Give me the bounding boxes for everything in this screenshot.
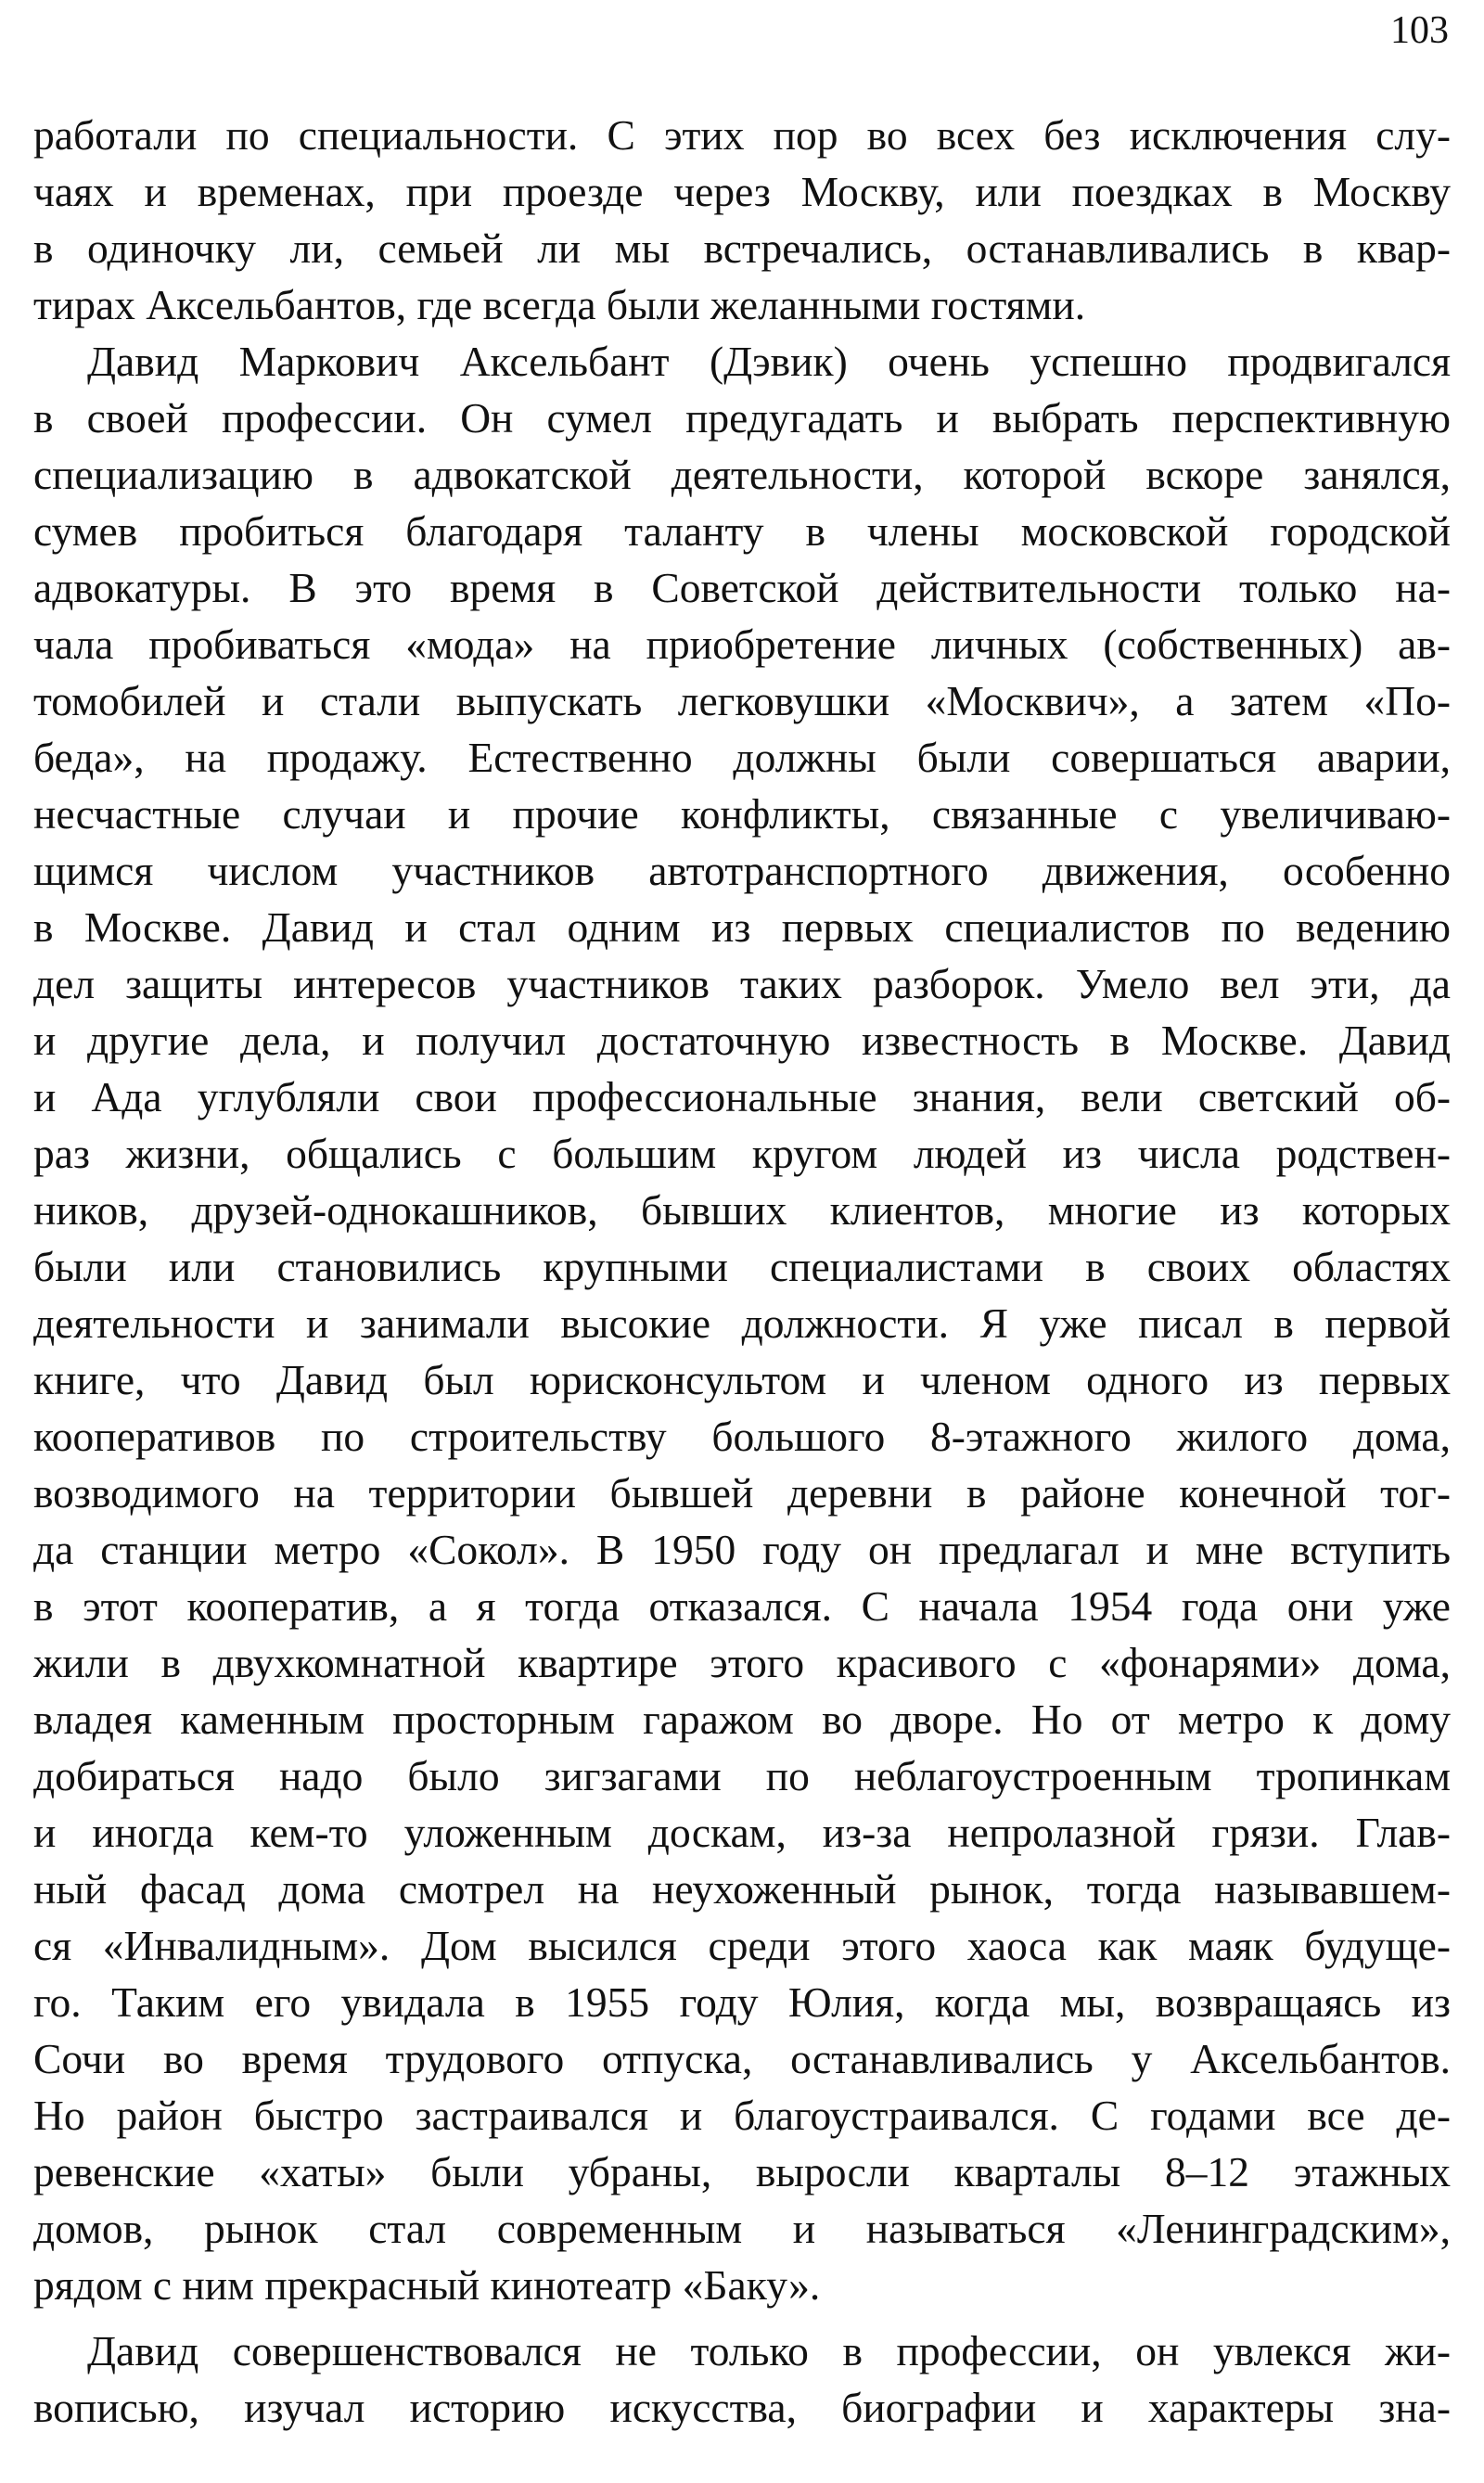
text-line: вописью, изучал историю искусства, биографии и характеры зна- — [33, 2384, 1451, 2431]
text-line: владея каменным просторным гаражом во дворе. Но от метро к дому — [33, 1696, 1451, 1743]
text-line: в этот кооператив, а я тогда отказался. С начала 1954 года они уже — [33, 1582, 1451, 1630]
paragraph — [33, 107, 1451, 333]
text-line: щимся числом участников автотранспортного движения, особенно — [33, 847, 1451, 894]
page-number: 103 — [1390, 9, 1449, 52]
paragraph — [33, 333, 1451, 2313]
body-text — [33, 107, 1451, 2436]
text-line: в одиночку ли, семьей ли мы встречались, останавливались в квар- — [33, 224, 1451, 272]
text-line: деятельности и занимали высокие должности. Я уже писал в первой — [33, 1299, 1451, 1347]
text-line: добираться надо было зигзагами по неблагоустроенным тропинкам — [33, 1752, 1451, 1799]
text-line: дел защиты интересов участников таких разборок. Умело вел эти, да — [33, 960, 1451, 1007]
text-line: возводимого на территории бывшей деревни в районе конечной тог- — [33, 1469, 1451, 1517]
text-line: Давид Маркович Аксельбант (Дэвик) очень успешно продвигался — [87, 338, 1451, 385]
text-line: раз жизни, общались с большим кругом людей из числа родствен- — [33, 1130, 1451, 1177]
text-line: были или становились крупными специалистами в своих областях — [33, 1243, 1451, 1290]
text-line: чаях и временах, при проезде через Москву, или поездках в Москву — [33, 168, 1451, 215]
text-line: да станции метро «Сокол». В 1950 году он предлагал и мне вступить — [33, 1526, 1451, 1573]
text-line: го. Таким его увидала в 1955 году Юлия, когда мы, возвращаясь из — [33, 1978, 1451, 2026]
text-line: рядом с ним прекрасный кинотеатр «Баку». — [33, 2261, 821, 2309]
text-line: несчастные случаи и прочие конфликты, связанные с увеличиваю- — [33, 790, 1451, 838]
paragraph — [33, 2323, 1451, 2436]
text-line: Сочи во время трудового отпуска, останавливались у Аксельбантов. — [33, 2035, 1451, 2082]
text-line: тирах Аксельбантов, где всегда были желанными гостями. — [33, 281, 1086, 328]
text-line: сумев пробиться благодаря таланту в члены московской городской — [33, 507, 1451, 555]
text-line: жили в двухкомнатной квартире этого красивого с «фонарями» дома, — [33, 1639, 1451, 1686]
text-line: беда», на продажу. Естественно должны были совершаться аварии, — [33, 734, 1451, 781]
text-line: томобилей и стали выпускать легковушки «Москвич», а затем «По- — [33, 677, 1451, 724]
text-line: работали по специальности. С этих пор во всех без исключения слу- — [33, 111, 1451, 159]
text-line: и другие дела, и получил достаточную известность в Москве. Давид — [33, 1017, 1451, 1064]
text-line: ников, друзей-однокашников, бывших клиентов, многие из которых — [33, 1186, 1451, 1234]
text-line: Но район быстро застраивался и благоустраивался. С годами все де- — [33, 2092, 1451, 2139]
text-line: Давид совершенствовался не только в профессии, он увлекся жи- — [87, 2327, 1451, 2374]
text-line: и иногда кем-то уложенным доскам, из-за непролазной грязи. Глав- — [33, 1809, 1451, 1856]
text-line: домов, рынок стал современным и называться «Ленинградским», — [33, 2205, 1451, 2252]
text-line: кооперативов по строительству большого 8-этажного жилого дома, — [33, 1413, 1451, 1460]
text-line: в своей профессии. Он сумел предугадать и выбрать перспективную — [33, 394, 1451, 442]
text-line: ный фасад дома смотрел на неухоженный рынок, тогда называвшем- — [33, 1865, 1451, 1913]
text-line: в Москве. Давид и стал одним из первых специалистов по ведению — [33, 903, 1451, 951]
text-line: и Ада углубляли свои профессиональные знания, вели светский об- — [33, 1073, 1451, 1120]
text-line: чала пробиваться «мода» на приобретение личных (собственных) ав- — [33, 621, 1451, 668]
text-line: книге, что Давид был юрисконсультом и членом одного из первых — [33, 1356, 1451, 1403]
text-line: ся «Инвалидным». Дом высился среди этого хаоса как маяк будуще- — [33, 1922, 1451, 1969]
text-line: специализацию в адвокатской деятельности, которой вскоре занялся, — [33, 451, 1451, 498]
text-line: адвокатуры. В это время в Советской действительности только на- — [33, 564, 1451, 611]
text-line: ревенские «хаты» были убраны, выросли кварталы 8–12 этажных — [33, 2148, 1451, 2195]
